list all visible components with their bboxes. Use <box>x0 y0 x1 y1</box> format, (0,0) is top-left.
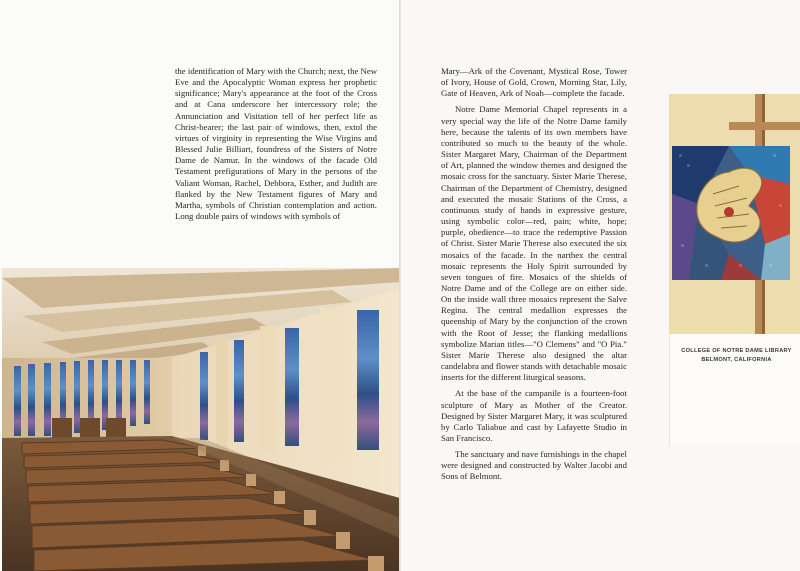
library-stamp-line-1: COLLEGE OF NOTRE DAME LIBRARY <box>681 348 792 354</box>
right-page-text-column <box>441 66 627 483</box>
left-page-text-column <box>175 66 377 222</box>
left-page-paragraph: the identification of Mary with the Church; next, the New Eve and the Apocalyptic Woman express her prophetic significance; Mary's appearance at the foot of the Cross and at Cana underscore her intercessory role; the Annunciation and Visitation tell of her perfect life as Christ-bearer; the last pair of windows, then, extol the virtues of virginity in representing the Wise Virgins and Blessed Julie Billiart, foundress of the Sisters of Notre Dame de Namur. In the windows of the facade Old Testament prefigurations of Mary in the persons of the Valiant Woman, Rachel, Debbora, Esther, and Judith are flanked by the New Testament figures of Mary and Martha, symbols of Christian contemplation and action. Long double pairs of windows with symbols of <box>175 66 377 222</box>
right-paragraph-3: At the base of the campanile is a fourteen-foot sculpture of Mary as Mother of the Creator. Designed by Sister Margaret Mary, it was sculptured by Carlo Taliabue and cast by Lafayette Studio in San Francisco. <box>441 388 627 443</box>
right-paragraph-4: The sanctuary and nave furnishings in the chapel were designed and constructed by Walter Jacobi and Sons of Belmont. <box>441 449 627 482</box>
library-stamp-line-2: BELMONT, CALIFORNIA <box>701 357 772 363</box>
mosaic-cross-photo <box>669 94 800 334</box>
right-paragraph-1: Mary—Ark of the Covenant, Mystical Rose, Tower of Ivory, House of Gold, Crown, Morning Star, Lily, Gate of Heaven, Ark of Noah—complete the facade. <box>441 66 627 99</box>
right-paragraph-2: Notre Dame Memorial Chapel represents in a very special way the life of the Notre Dame family here, because the talents of its own members have contributed so much to the beauty of the whole. Sister Margaret Mary, Chairman of the Department of Art, planned the window themes and designed the mosaic cross for the sanctuary. Sister Marie Therese, Chairman of the Department of Chemistry, designed and executed the mosaic Stations of the Cross, a continuous study of hands in expressive gesture, using symbolic color—red, pain; white, hope; purple, obedience—to trace the redemptive Passion of Christ. Sister Marie Therese also executed the six mosaics of the facade. In the narthex the central mosaic represents the Holy Spirit surrounded by seven tongues of fire. Mosaics of the shields of Notre Dame and of the College are on either side. On the inside wall three mosaics represent the Salve Regina. The central medallion expresses the queenship of Mary by the conjunction of the crown with the Root of Jesse; the flanking medallions symbolize Marian titles—"O Clemens" and "O Pia." Sister Marie Therese also designed the altar candelabra and flower stands with detachable mosaic inserts for the different liturgical seasons. <box>441 104 627 383</box>
chapel-interior-photo <box>2 268 400 571</box>
